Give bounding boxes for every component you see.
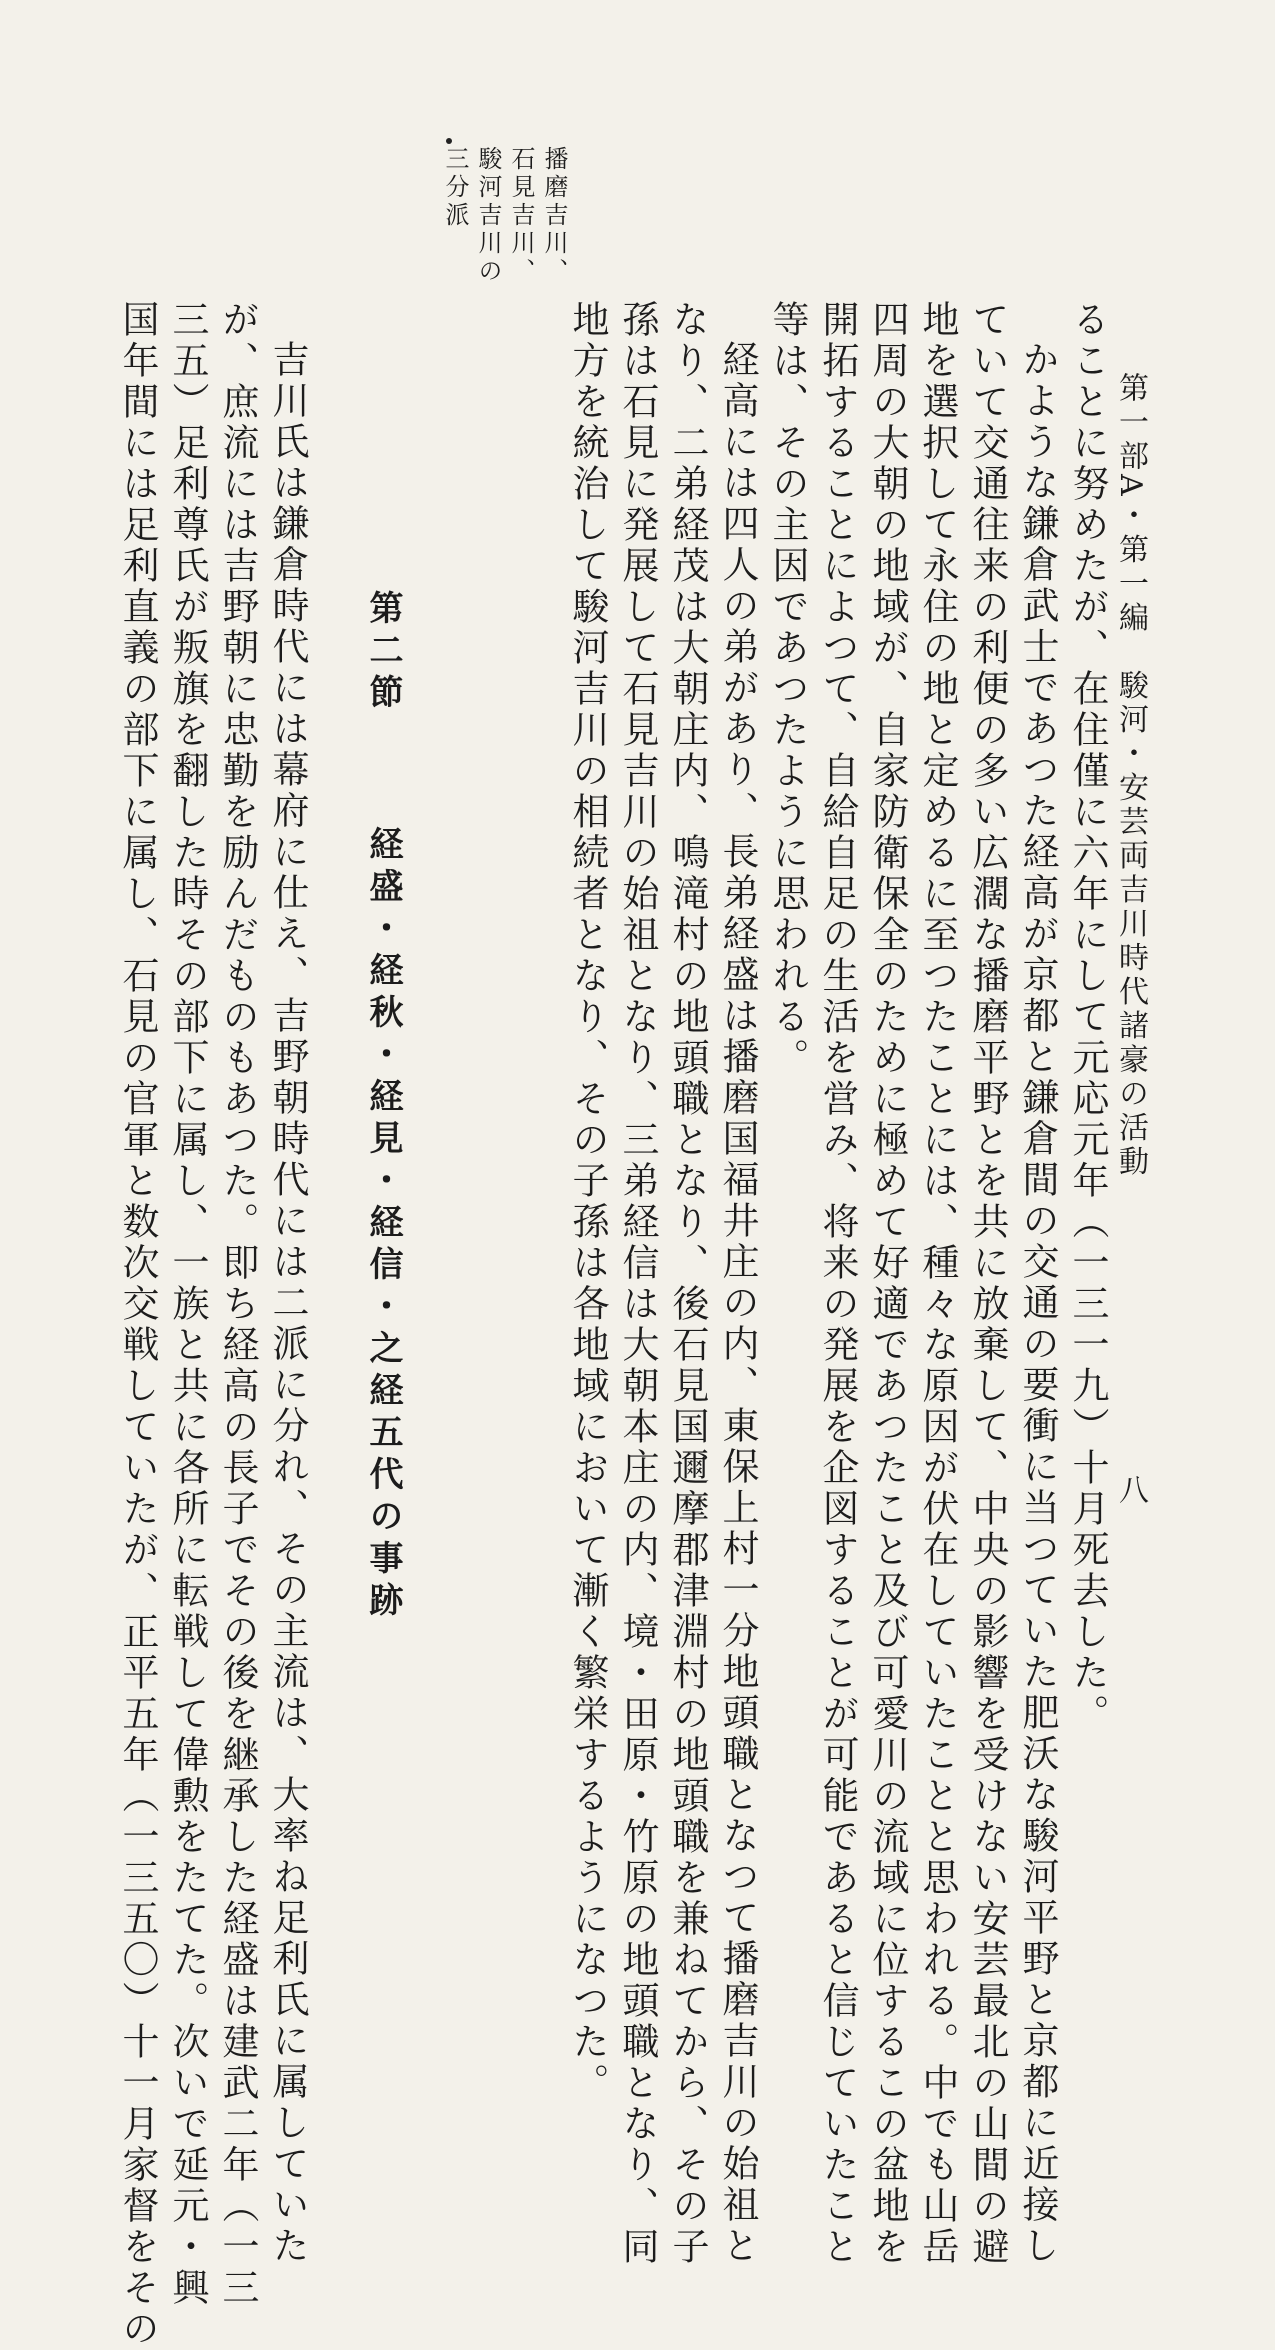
text-column: 地を選択して永住の地と定めるに至つたことには、種々な原因が伏在していたことと思われる。中でも山岳	[916, 300, 959, 2268]
text-column: 開拓することによつて、自給自足の生活を営み、将来の発展を企図することが可能であると信じていたこと	[816, 300, 859, 2268]
section-title: 経盛・経秋・経見・経信・之経五代の事跡	[363, 826, 403, 1624]
text-column: 四周の大朝の地域が、自家防衛保全のために極めて好適であつたこと及び可愛川の流域に位するこの盆地を	[866, 300, 909, 2268]
text-column: なり、二弟経茂は大朝庄内、鳴滝村の地頭職となり、後石見国邇摩郡津淵村の地頭職を兼ねてから、その子	[666, 300, 709, 2268]
text-column: ていて交通往来の利便の多い広濶な播磨平野とを共に放棄して、中央の影響を受けない安芸最北の山間の避	[966, 300, 1009, 2268]
text-column: 三五）足利尊氏が叛旗を翻した時その部下に属し、一族と共に各所に転戦して偉勲をたてた。次いで延元・興	[166, 300, 209, 2309]
marginal-note-line: 播磨吉川、	[540, 146, 568, 286]
marginal-note-line: 駿河吉川の	[474, 146, 502, 286]
text-column: 経高には四人の弟があり、長弟経盛は播磨国福井庄の内、東保上村一分地頭職となつて播磨吉川の始祖と	[716, 340, 759, 2267]
text-column: 国年間には足利直義の部下に属し、石見の官軍と数次交戦していたが、正平五年（一三五〇）十一月家督をその	[116, 300, 159, 2350]
text-column: 孫は石見に発展して石見吉川の始祖となり、三弟経信は大朝本庄の内、境・田原・竹原の地頭職となり、同	[616, 300, 659, 2268]
marginal-note	[438, 146, 570, 286]
section-heading	[363, 590, 403, 1624]
text-column: が、庶流には吉野朝に忠勤を励んだものもあつた。即ち経高の長子でその後を継承した経盛は建武二年（一三	[216, 300, 259, 2309]
text-column: 吉川氏は鎌倉時代には幕府に仕え、吉野朝時代には二派に分れ、その主流は、大率ね足利氏に属していた	[266, 340, 309, 2267]
text-column: ることに努めたが、在住僅に六年にして元応元年（一三一九）十月死去した。	[1066, 300, 1109, 1735]
marginal-note-line: 石見吉川、	[507, 146, 535, 286]
margin-dot	[446, 138, 452, 144]
text-column: 等は、その主因であつたように思われる。	[766, 300, 809, 1079]
text-column: 地方を統治して駿河吉川の相続者となり、その子孫は各地域において漸く繁栄するようになつた。	[566, 300, 609, 2104]
page-number: 八	[1113, 1474, 1148, 1504]
section-number: 第二節	[363, 590, 403, 716]
running-header: 第一部A・第一編 駿河・安芸両吉川時代諸豪の活動	[1113, 372, 1148, 1180]
text-column: かような鎌倉武士であつた経高が京都と鎌倉間の交通の要衝に当つていた肥沃な駿河平野と京都に近接し	[1016, 340, 1059, 2267]
marginal-note-line: 三分派	[441, 146, 469, 230]
